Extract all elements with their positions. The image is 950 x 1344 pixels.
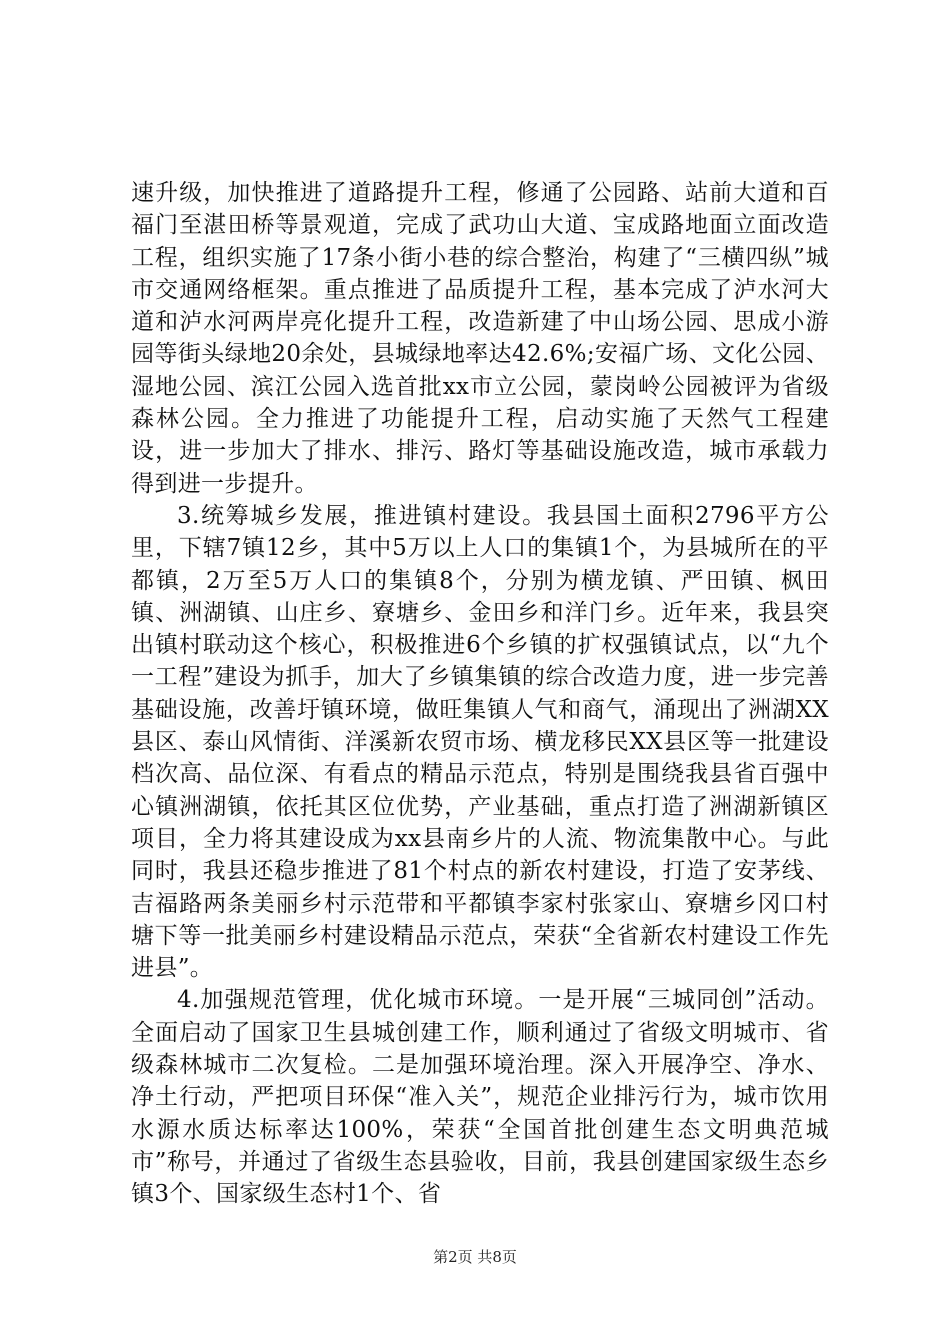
document-body <box>131 177 829 1211</box>
paragraph-3: 4.加强规范管理，优化城市环境。一是开展“三城同创”活动。全面启动了国家卫生县城创建工作，顺利通过了省级文明城市、省级森林城市二次复检。二是加强环境治理。深入开展净空、净水、净土行动，严把项目环保“准入关”，规范企业排污行为，城市饮用水源水质达标率达100%，荣获“全国首批创建生态文明典范城市”称号，并通过了省级生态县验收，目前，我县创建国家级生态乡镇3个、国家级生态村1个、省 <box>131 987 829 1208</box>
paragraph-1: 速升级，加快推进了道路提升工程，修通了公园路、站前大道和百福门至湛田桥等景观道，完成了武功山大道、宝成路地面立面改造工程，组织实施了17条小街小巷的综合整治，构建了“三横四纵”城市交通网络框架。重点推进了品质提升工程，基本完成了泸水河大道和泸水河两岸亮化提升工程，改造新建了中山场公园、思成小游园等街头绿地20余处，县城绿地率达42.6%;安福广场、文化公园、湿地公园、滨江公园入选首批xx市立公园，蒙岗岭公园被评为省级森林公园。全力推进了功能提升工程，启动实施了天然气工程建设，进一步加大了排水、排污、路灯等基础设施改造，城市承载力得到进一步提升。 <box>131 180 829 497</box>
paragraph-2: 3.统筹城乡发展，推进镇村建设。我县国土面积2796平方公里，下辖7镇12乡，其中5万以上人口的集镇1个，为县城所在的平都镇，2万至5万人口的集镇8个，分别为横龙镇、严田镇、枫田镇、洲湖镇、山庄乡、寮塘乡、金田乡和洋门乡。近年来，我县突出镇村联动这个核心，积极推进6个乡镇的扩权强镇试点，以“九个一工程”建设为抓手，加大了乡镇集镇的综合改造力度，进一步完善基础设施，改善圩镇环境，做旺集镇人气和商气，涌现出了洲湖XX县区、泰山风情街、洋溪新农贸市场、横龙移民XX县区等一批建设档次高、品位深、有看点的精品示范点，特别是围绕我县省百强中心镇洲湖镇，依托其区位优势，产业基础，重点打造了洲湖新镇区项目，全力将其建设成为xx县南乡片的人流、物流集散中心。与此同时，我县还稳步推进了81个村点的新农村建设，打造了安茅线、吉福路两条美丽乡村示范带和平都镇李家村张家山、寮塘乡冈口村塘下等一批美丽乡村建设精品示范点，荣获“全省新农村建设工作先进县”。 <box>131 502 829 982</box>
page-number-footer: 第2页 共8页 <box>433 1248 517 1266</box>
